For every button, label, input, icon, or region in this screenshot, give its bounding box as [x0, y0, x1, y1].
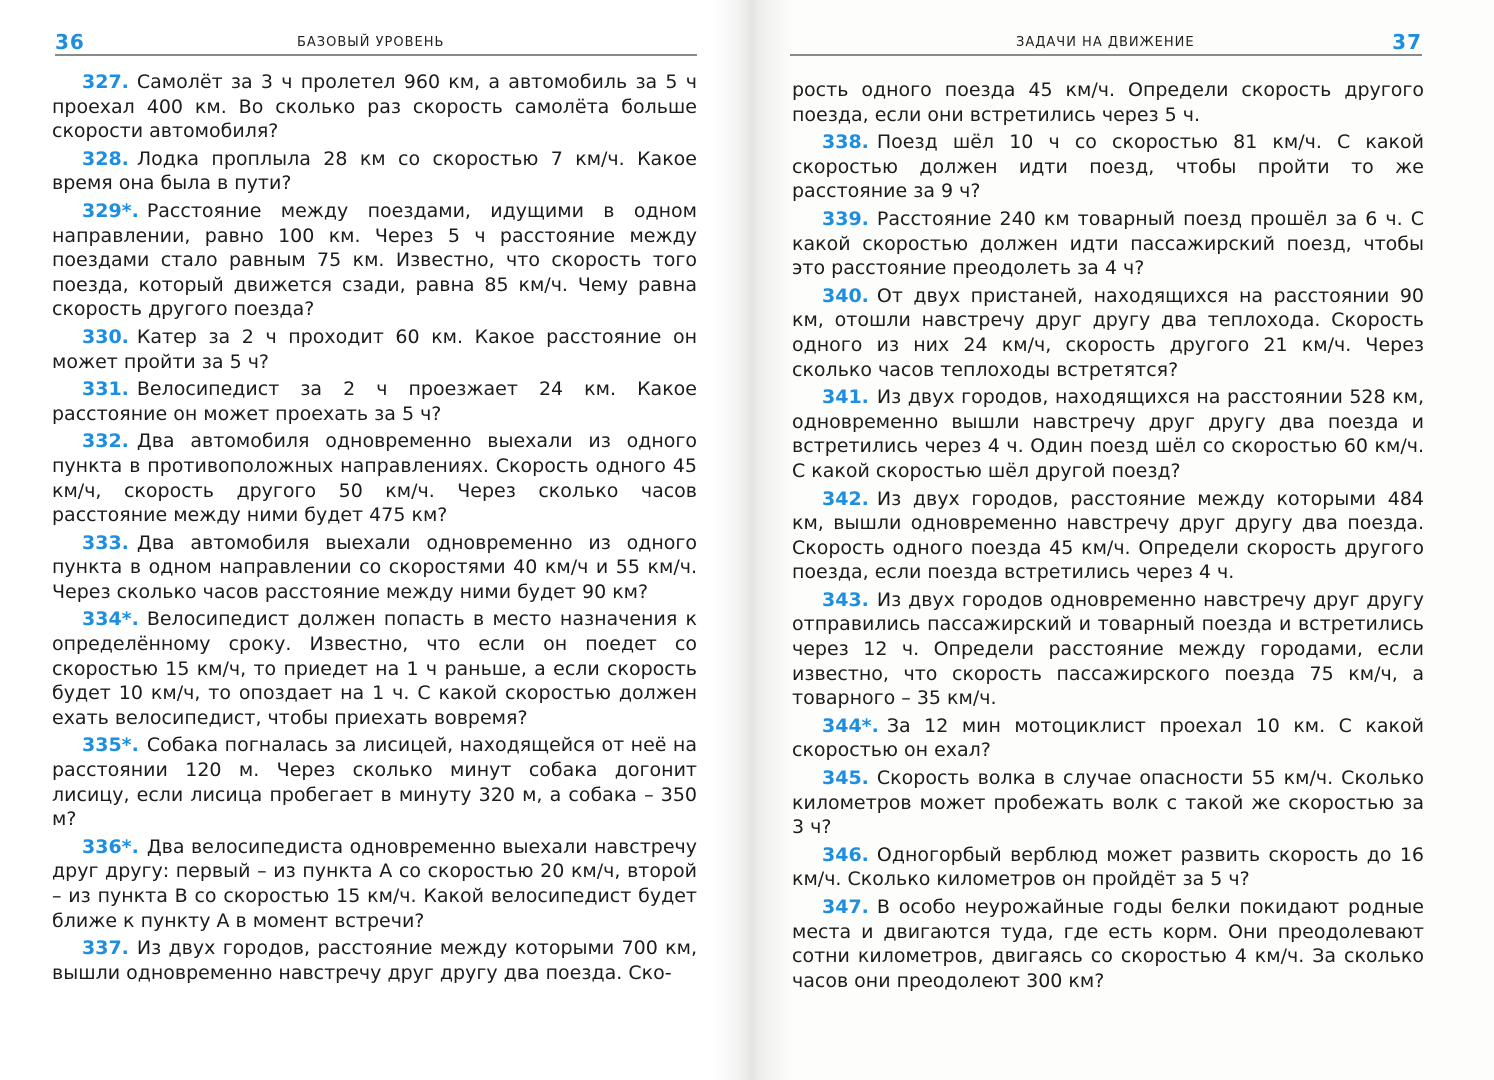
problem-number: 344*. — [822, 714, 879, 737]
right-running-head — [790, 24, 1422, 56]
problem-text: Самолёт за 3 ч пролетел 960 км, а автомобиль за 5 ч проехал 400 км. Во сколько раз скорость самолёта больше скорости автомобиля? — [52, 71, 697, 143]
problem-337 — [52, 936, 697, 985]
problem-329 — [52, 199, 697, 322]
problem-text: Скорость волка в случае опасности 55 км/ч. Сколько километров может пробежать волк с такой же скоростью за 3 ч? — [792, 767, 1424, 839]
problem-text: Из двух городов, находящихся на расстоянии 528 км, одновременно вышли навстречу друг другу два поезда и встретились через 4 ч. Один поезд шёл со скоростью 60 км/ч. С какой скоростью шёл другой поезд? — [792, 386, 1424, 482]
problem-343 — [792, 588, 1424, 711]
problem-number: 335*. — [82, 734, 139, 757]
problem-347 — [792, 895, 1424, 993]
problem-332 — [52, 429, 697, 527]
left-column — [52, 70, 697, 988]
problem-text: Из двух городов, расстояние между которыми 484 км, вышли одновременно навстречу друг другу два поезда. Скорость одного поезда 45 км/ч. Определи скорость другого поезда, если поезда встретились через 4 ч. — [792, 487, 1424, 584]
problem-text: Два автомобиля одновременно выехали из одного пункта в противоположных направлениях. Скорость одного 45 км/ч, скорость другого 50 км/ч. Через сколько часов расстояние между ними будет 475 км? — [52, 430, 697, 527]
problem-330 — [52, 325, 697, 374]
right-page-number: 37 — [1392, 30, 1422, 54]
problem-number: 338. — [822, 131, 869, 154]
problem-text: Одногорбый верблюд может развить скорость до 16 км/ч. Сколько километров он пройдёт за 5 ч? — [792, 843, 1424, 891]
problem-345 — [792, 766, 1424, 840]
left-running-head — [55, 24, 697, 56]
problem-number: 327. — [82, 71, 129, 93]
right-section-title: ЗАДАЧИ НА ДВИЖЕНИЕ — [1016, 35, 1195, 50]
problem-text: От двух пристаней, находящихся на расстоянии 90 км, отошли навстречу друг другу два теплохода. Скорость одного из них 24 км/ч, скорость другого 21 км/ч. Через сколько часов теплоходы встретятся? — [792, 284, 1424, 381]
problem-number: 330. — [82, 325, 129, 348]
problem-346 — [792, 843, 1424, 892]
problem-number: 329*. — [82, 199, 139, 222]
problem-335 — [52, 733, 697, 831]
problem-336 — [52, 835, 697, 933]
problem-number: 334*. — [82, 608, 139, 631]
problem-text: Поезд шёл 10 ч со скоростью 81 км/ч. С какой скоростью должен идти поезд, чтобы пройти то же расстояние за 9 ч? — [792, 131, 1424, 203]
left-page-number: 36 — [55, 30, 85, 54]
problem-text: Лодка проплыла 28 км со скоростью 7 км/ч. Какое время она была в пути? — [52, 147, 697, 195]
problem-text: Велосипедист за 2 ч проезжает 24 км. Какое расстояние он может проехать за 5 ч? — [52, 378, 697, 425]
problem-337-continuation: рость одного поезда 45 км/ч. Определи скорость другого поезда, если они встретились через 5 ч. — [792, 79, 1424, 126]
problem-text: Собака погналась за лисицей, находящейся от неё на расстоянии 120 м. Через сколько минут собака догонит лисицу, если лисица пробегает в минуту 320 м, а собака – 350 м? — [52, 734, 697, 831]
problem-number: 333. — [82, 531, 129, 554]
problem-text: В особо неурожайные годы белки покидают родные места и двигаются туда, где есть корм. Они преодолевают сотни километров, двигаясь со скоростью 4 км/ч. За сколько часов они преодолеют 300 км? — [792, 896, 1424, 992]
problem-338 — [792, 130, 1424, 204]
problem-number: 339. — [822, 207, 869, 230]
problem-333 — [52, 531, 697, 605]
problem-342 — [792, 487, 1424, 585]
problem-number: 346. — [822, 843, 869, 866]
book-gutter — [712, 0, 792, 1080]
problem-341 — [792, 385, 1424, 483]
problem-text: Велосипедист должен попасть в место назначения к определённому сроку. Известно, что если он поедет со скоростью 15 км/ч, то приедет на 1 ч раньше, а если скорость будет 10 км/ч, то опоздает на 1 ч. С какой скоростью должен ехать велосипедист, чтобы приехать вовремя? — [52, 608, 697, 729]
problem-328 — [52, 147, 697, 196]
problem-text: Из двух городов одновременно навстречу друг другу отправились пассажирский и товарный поезда и встретились через 12 ч. Определи расстояние между городами, если известно, что скорость пассажирского поезда 75 км/ч, а товарного – 35 км/ч. — [792, 588, 1424, 710]
problem-340 — [792, 284, 1424, 382]
problem-text: Катер за 2 ч проходит 60 км. Какое расстояние он может пройти за 5 ч? — [52, 325, 697, 373]
problem-text: Два автомобиля выехали одновременно из одного пункта в одном направлении со скоростями 40 км/ч и 55 км/ч. Через сколько часов расстояние между ними будет 90 км? — [52, 531, 697, 603]
problem-text: За 12 мин мотоциклист проехал 10 км. С какой скоростью он ехал? — [792, 714, 1424, 762]
problem-text: Из двух городов, расстояние между которыми 700 км, вышли одновременно навстречу друг другу два поезда. Ско- — [52, 937, 697, 984]
problem-text: Расстояние 240 км товарный поезд прошёл за 6 ч. С какой скоростью должен идти пассажирский поезд, чтобы это расстояние преодолеть за 4 ч? — [792, 207, 1424, 280]
problem-text: Расстояние между поездами, идущими в одном направлении, равно 100 км. Через 5 ч расстояние между поездами стало равным 75 км. Известно, что скорость того поезда, который движется сзади, равна 85 км/ч. Чему равна скорость другого поезда? — [52, 199, 697, 321]
problem-number: 337. — [82, 937, 129, 960]
problem-number: 342. — [822, 487, 869, 510]
problem-339 — [792, 207, 1424, 281]
problem-number: 328. — [82, 147, 129, 170]
problem-number: 345. — [822, 767, 869, 790]
problem-text: Два велосипедиста одновременно выехали навстречу друг другу: первый – из пункта А со скоростью 20 км/ч, второй – из пункта В со скоростью 15 км/ч. Какой велосипедист будет ближе к пункту А в момент встречи? — [52, 835, 697, 932]
problem-number: 340. — [822, 284, 869, 307]
problem-number: 341. — [822, 386, 869, 409]
problem-344 — [792, 714, 1424, 763]
problem-327 — [52, 70, 697, 144]
problem-number: 347. — [822, 896, 869, 918]
problem-number: 332. — [82, 430, 129, 453]
problem-number: 331. — [82, 378, 129, 401]
problem-number: 336*. — [82, 835, 139, 858]
problem-331 — [52, 377, 697, 426]
right-column — [792, 78, 1424, 996]
problem-334 — [52, 607, 697, 730]
problem-number: 343. — [822, 588, 869, 611]
left-section-title: БАЗОВЫЙ УРОВЕНЬ — [297, 35, 445, 50]
